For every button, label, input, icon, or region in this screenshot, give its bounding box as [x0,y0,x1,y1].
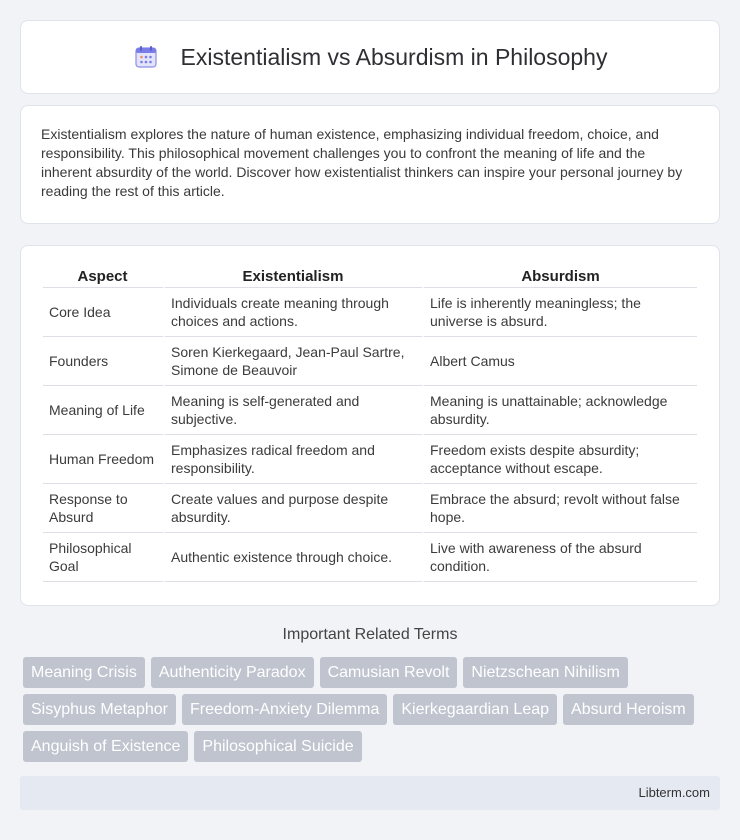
tag-absurd-heroism[interactable]: Absurd Heroism [563,694,694,725]
table-cell-existentialism: Individuals create meaning through choices and actions. [165,288,424,337]
table-row [43,386,697,435]
table-cell-existentialism: Soren Kierkegaard, Jean-Paul Sartre, Simone de Beauvoir [165,337,424,386]
intro-text: Existentialism explores the nature of human existence, emphasizing individual freedom, choice, and responsibility. This philosophical movement challenges you to confront the meaning of life and the inherent absurdity of the world. Discover how existentialist thinkers can inspire your personal journey by reading the rest of this article. [41,126,683,199]
table-row [43,337,697,386]
table-row [43,435,697,484]
table-cell-absurdism: Life is inherently meaningless; the universe is absurd. [424,288,697,337]
table-cell-absurdism: Embrace the absurd; revolt without false hope. [424,484,697,533]
tag-anguish-of-existence[interactable]: Anguish of Existence [23,731,188,762]
table-row [43,533,697,582]
related-terms-list [23,657,723,762]
footer [20,776,720,810]
intro-card [20,105,720,224]
calendar-icon [133,44,159,70]
table-cell-aspect: Meaning of Life [43,386,165,435]
tag-camusian-revolt[interactable]: Camusian Revolt [320,657,458,688]
tag-kierkegaardian-leap[interactable]: Kierkegaardian Leap [393,694,557,725]
comparison-table-card [20,245,720,606]
tag-nietzschean-nihilism[interactable]: Nietzschean Nihilism [463,657,628,688]
table-cell-absurdism: Live with awareness of the absurd condition. [424,533,697,582]
table-row [43,288,697,337]
table-cell-absurdism: Meaning is unattainable; acknowledge absurdity. [424,386,697,435]
table-cell-absurdism: Albert Camus [424,337,697,386]
related-terms-heading: Important Related Terms [282,626,458,643]
tag-philosophical-suicide[interactable]: Philosophical Suicide [194,731,361,762]
tag-sisyphus-metaphor[interactable]: Sisyphus Metaphor [23,694,176,725]
table-row [43,484,697,533]
table-cell-absurdism: Freedom exists despite absurdity; acceptance without escape. [424,435,697,484]
comparison-table [43,264,697,582]
page-title: Existentialism vs Absurdism in Philosophy [180,43,608,70]
table-header-row [43,264,697,288]
table-cell-aspect: Philosophical Goal [43,533,165,582]
column-header-aspect: Aspect [43,264,165,288]
tag-freedom-anxiety-dilemma[interactable]: Freedom-Anxiety Dilemma [182,694,387,725]
column-header-existentialism: Existentialism [165,264,424,288]
table-cell-existentialism: Meaning is self-generated and subjective. [165,386,424,435]
table-cell-existentialism: Create values and purpose despite absurdity. [165,484,424,533]
column-header-absurdism: Absurdism [424,264,697,288]
table-cell-aspect: Response to Absurd [43,484,165,533]
title-card [20,20,720,94]
tag-authenticity-paradox[interactable]: Authenticity Paradox [151,657,314,688]
table-cell-aspect: Human Freedom [43,435,165,484]
table-cell-aspect: Core Idea [43,288,165,337]
tag-meaning-crisis[interactable]: Meaning Crisis [23,657,145,688]
table-cell-aspect: Founders [43,337,165,386]
table-cell-existentialism: Authentic existence through choice. [165,533,424,582]
footer-link[interactable]: Libterm.com [638,785,710,800]
table-cell-existentialism: Emphasizes radical freedom and responsibility. [165,435,424,484]
